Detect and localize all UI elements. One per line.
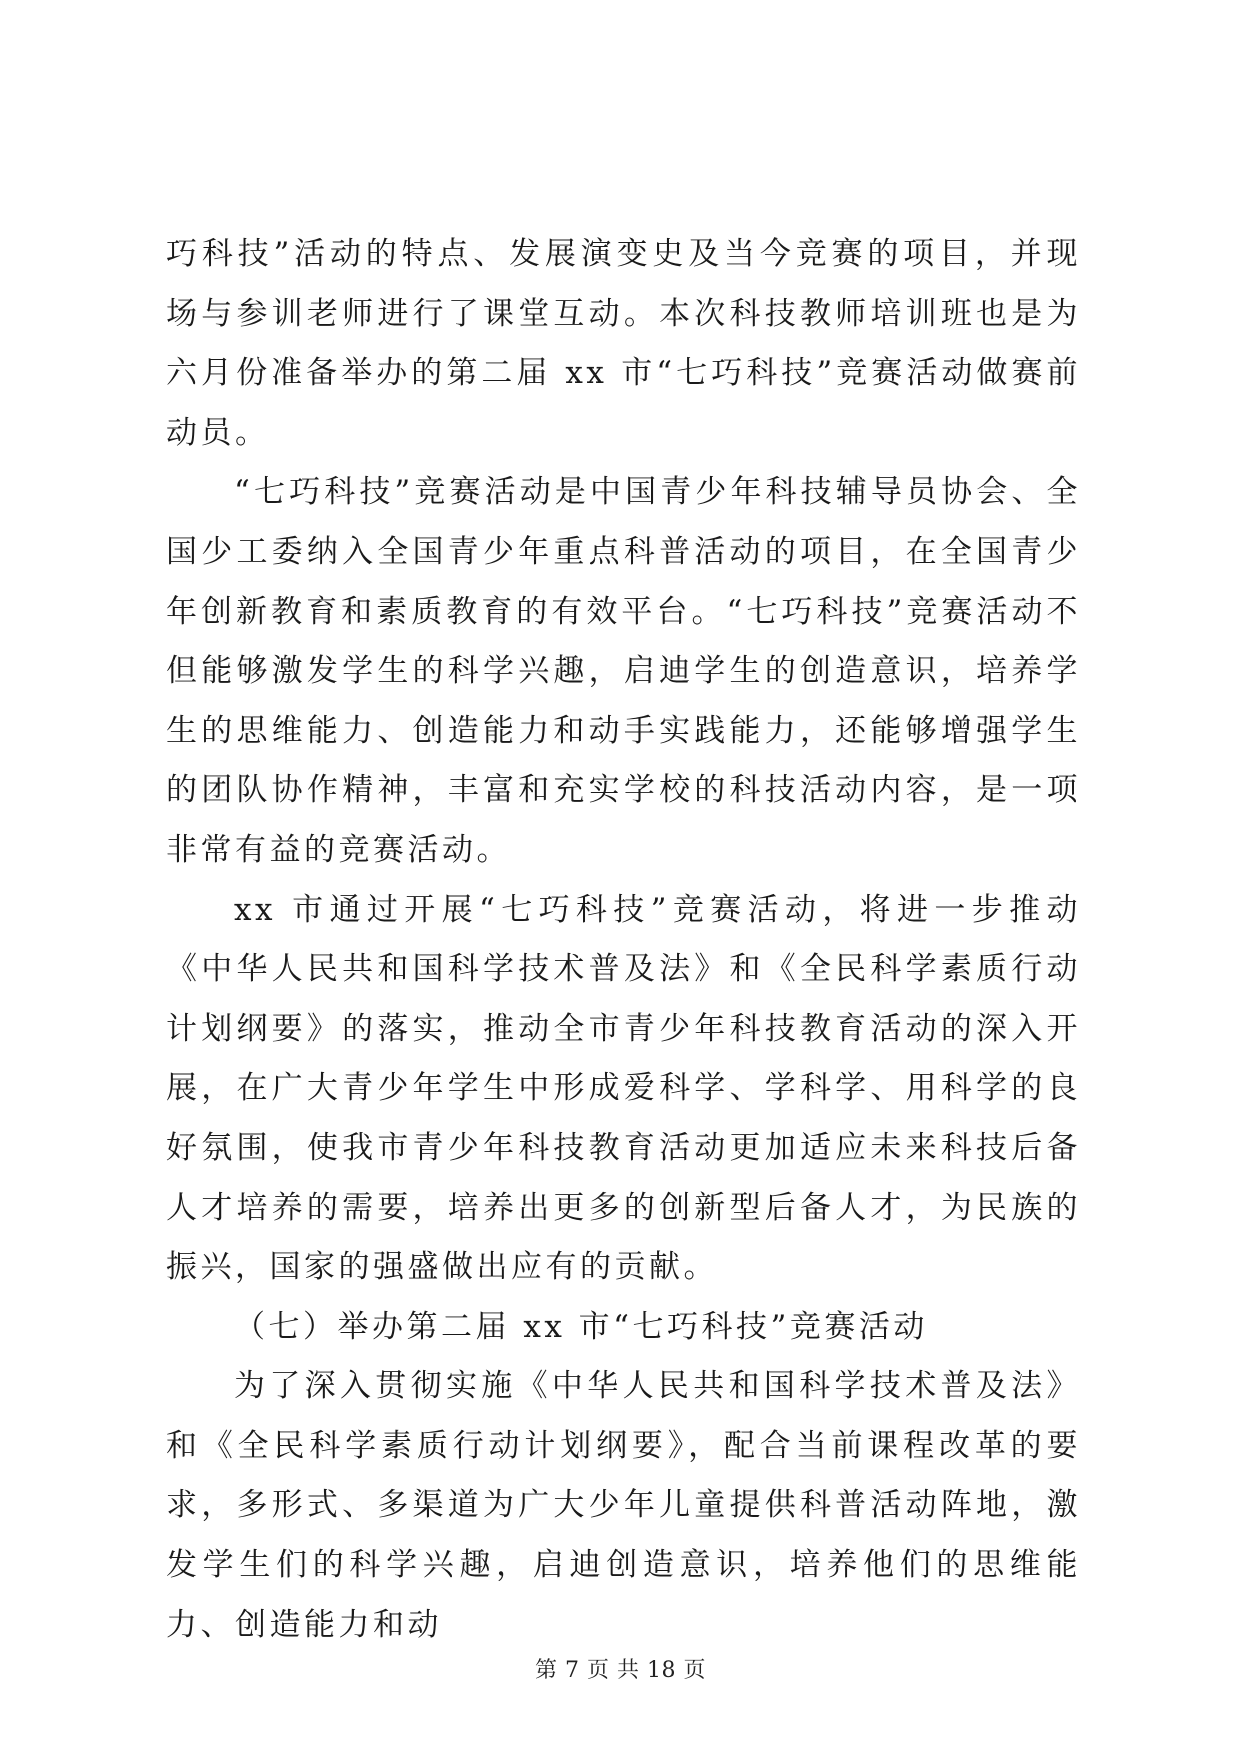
paragraph-1: 巧科技”活动的特点、发展演变史及当今竞赛的项目，并现场与参训老师进行了课堂互动。本次科技教师培训班也是为六月份准备举办的第二届 xx 市“七巧科技”竞赛活动做赛前动员。 xyxy=(166,236,1081,451)
paragraph-3: xx 市通过开展“七巧科技”竞赛活动，将进一步推动《中华人民共和国科学技术普及法》和《全民科学素质行动计划纲要》的落实，推动全市青少年科技教育活动的深入开展，在广大青少年学生中形成爱科学、学科学、用科学的良好氛围，使我市青少年科技教育活动更加适应未来科技后备人才培养的需要，培养出更多的创新型后备人才，为民族的振兴，国家的强盛做出应有的贡献。 xyxy=(166,891,1081,1286)
paragraph-4: 为了深入贯彻实施《中华人民共和国科学技术普及法》和《全民科学素质行动计划纲要》，配合当前课程改革的要求，多形式、多渠道为广大少年儿童提供科普活动阵地，激发学生们的科学兴趣，启迪创造意识，培养他们的思维能力、创造能力和动 xyxy=(166,1368,1081,1643)
page-number-footer: 第 7 页 共 18 页 xyxy=(535,1658,706,1683)
document-body xyxy=(166,225,1081,1655)
paragraph-2: “七巧科技”竞赛活动是中国青少年科技辅导员协会、全国少工委纳入全国青少年重点科普活动的项目，在全国青少年创新教育和素质教育的有效平台。“七巧科技”竞赛活动不但能够激发学生的科学兴趣，启迪学生的创造意识，培养学生的思维能力、创造能力和动手实践能力，还能够增强学生的团队协作精神，丰富和充实学校的科技活动内容，是一项非常有益的竞赛活动。 xyxy=(166,474,1081,868)
section-heading: （七）举办第二届 xx 市“七巧科技”竞赛活动 xyxy=(234,1308,928,1345)
